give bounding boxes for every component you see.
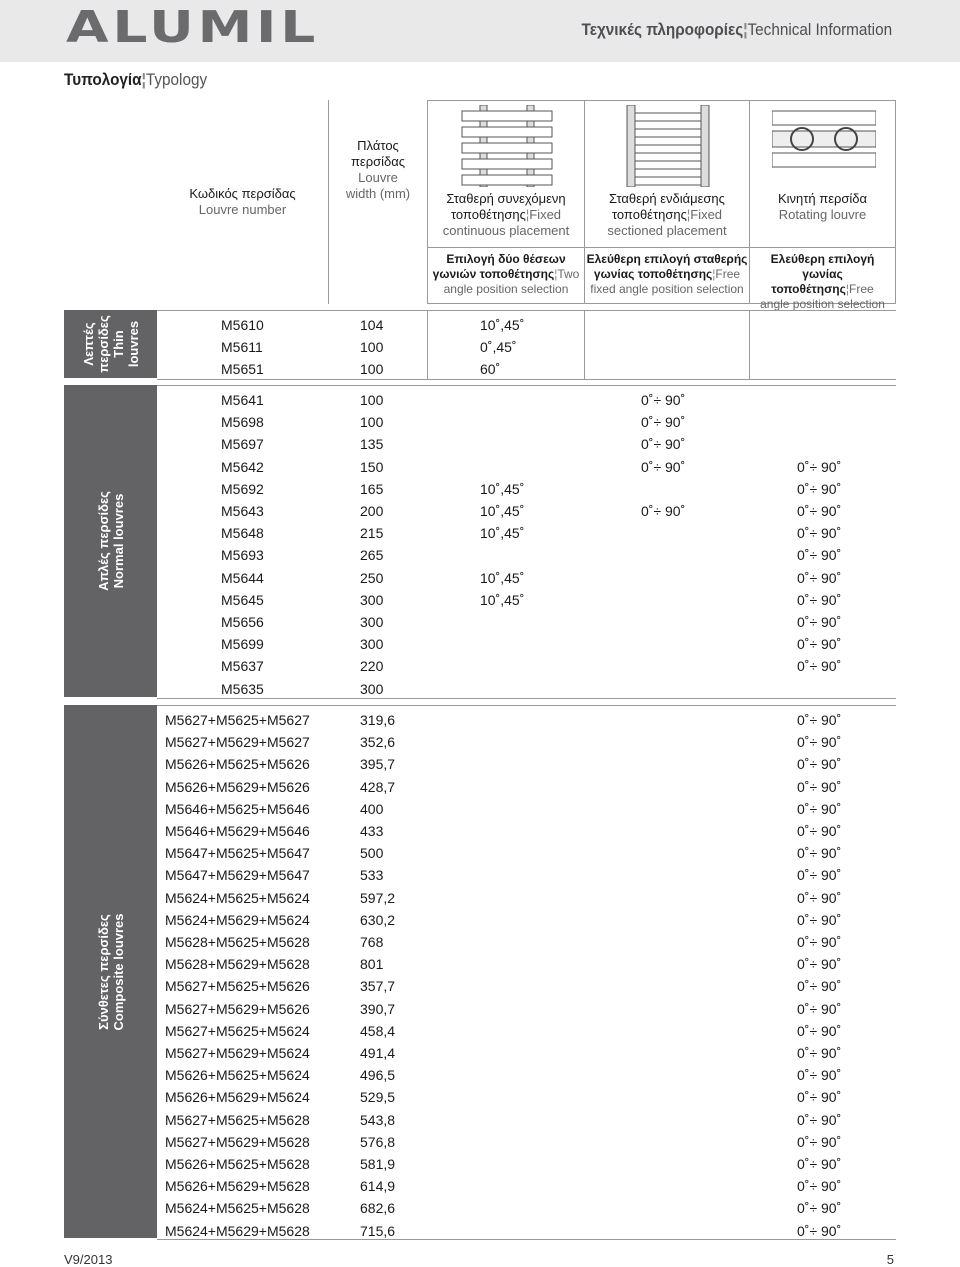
louvre-width: 630,2 bbox=[360, 911, 396, 928]
fixed-sectioned-angle: 0˚÷ 90˚ bbox=[641, 436, 686, 453]
rotating-angle: 0˚÷ 90˚ bbox=[797, 569, 842, 586]
louvre-code: M5693 bbox=[221, 547, 264, 564]
louvre-number-gr: Κωδικός περσίδας bbox=[189, 186, 296, 201]
rotating-angle: 0˚÷ 90˚ bbox=[797, 778, 842, 795]
louvre-code: M5626+M5629+M5628 bbox=[165, 1178, 310, 1195]
rot-sub-sep: ¦ bbox=[845, 282, 849, 296]
fixed-continuous-angle: 10˚,45˚ bbox=[480, 503, 525, 519]
table-row bbox=[157, 820, 896, 842]
rotating-angle: 0˚÷ 90˚ bbox=[797, 867, 842, 884]
fs-en1: Fixed bbox=[690, 207, 723, 222]
rotating-angle: 0˚÷ 90˚ bbox=[797, 480, 842, 497]
louvre-code: M5627+M5625+M5627 bbox=[165, 712, 310, 728]
table-row bbox=[157, 336, 896, 358]
louvre-code: M5624+M5629+M5628 bbox=[165, 1222, 310, 1239]
fixed-sectioned-louvre-icon bbox=[621, 105, 715, 187]
rotating-angle: 0˚÷ 90˚ bbox=[797, 956, 842, 973]
louvre-width: 576,8 bbox=[360, 1133, 396, 1150]
header-fixed-continuous bbox=[427, 100, 585, 304]
table-row bbox=[157, 753, 896, 775]
louvre-width: 265 bbox=[360, 547, 384, 564]
table-row bbox=[157, 1131, 896, 1153]
width-gr1: Πλάτος bbox=[357, 138, 399, 153]
table-row bbox=[157, 314, 896, 336]
louvre-width: 100 bbox=[360, 361, 384, 378]
fc-sub-sep: ¦ bbox=[554, 267, 558, 281]
header-louvre-width bbox=[328, 100, 428, 304]
rotating-angle: 0˚÷ 90˚ bbox=[797, 1222, 842, 1239]
louvre-code: M5699 bbox=[221, 636, 264, 653]
page-number: 5 bbox=[886, 1252, 894, 1267]
header-louvre-number bbox=[157, 100, 328, 304]
louvre-width: 135 bbox=[360, 436, 384, 453]
width-gr2: περσίδας bbox=[350, 154, 406, 169]
table-row bbox=[157, 731, 896, 753]
rotating-angle: 0˚÷ 90˚ bbox=[797, 458, 842, 475]
table-row bbox=[157, 1175, 896, 1197]
table-row bbox=[157, 864, 896, 886]
louvre-width: 491,4 bbox=[360, 1045, 396, 1061]
rot-sub-gr2: τοποθέτησης bbox=[771, 282, 846, 296]
louvre-width: 400 bbox=[360, 800, 384, 817]
louvre-code: M5627+M5629+M5624 bbox=[165, 1045, 310, 1061]
table-row bbox=[157, 1020, 896, 1042]
table-row bbox=[157, 456, 896, 478]
fixed-continuous-angle: 0˚,45˚ bbox=[480, 339, 517, 356]
rotating-angle: 0˚÷ 90˚ bbox=[797, 1045, 842, 1061]
louvre-code: M5645 bbox=[221, 591, 264, 608]
normal-en: Normal louvres bbox=[110, 493, 126, 589]
louvre-width: 581,9 bbox=[360, 1156, 396, 1172]
rot-sub-en1: Free bbox=[849, 282, 874, 296]
fs-sub-sep: ¦ bbox=[712, 267, 716, 281]
table-row bbox=[157, 953, 896, 975]
louvre-code: M5692 bbox=[221, 480, 264, 497]
louvre-width: 165 bbox=[360, 480, 384, 497]
group-label-thin bbox=[64, 310, 157, 378]
rotating-angle: 0˚÷ 90˚ bbox=[797, 591, 842, 608]
typology-en: Typology bbox=[145, 70, 208, 89]
table-row bbox=[157, 998, 896, 1020]
table-row bbox=[157, 678, 896, 700]
header-fixed-sectioned bbox=[584, 100, 750, 304]
thin-en1: Thin bbox=[110, 330, 126, 358]
rotating-angle: 0˚÷ 90˚ bbox=[797, 547, 842, 564]
louvre-code: M5697 bbox=[221, 436, 264, 453]
rotating-angle: 0˚÷ 90˚ bbox=[797, 911, 842, 928]
louvre-code: M5637 bbox=[221, 658, 264, 675]
fixed-sectioned-angle: 0˚÷ 90˚ bbox=[641, 503, 686, 519]
louvre-width: 150 bbox=[360, 458, 384, 475]
alumil-logo: ALUMIL bbox=[66, 2, 320, 53]
louvre-width: 100 bbox=[360, 339, 384, 356]
rotating-angle: 0˚÷ 90˚ bbox=[797, 1022, 842, 1039]
louvre-width: 529,5 bbox=[360, 1089, 396, 1106]
louvre-code: M5646+M5625+M5646 bbox=[165, 800, 310, 817]
louvre-code: M5626+M5625+M5628 bbox=[165, 1156, 310, 1172]
fs-sub-en1: Free bbox=[715, 267, 741, 281]
table-row bbox=[157, 798, 896, 820]
louvre-width: 200 bbox=[360, 503, 384, 519]
fc-gr2: τοποθέτησης bbox=[450, 207, 526, 222]
rotating-angle: 0˚÷ 90˚ bbox=[797, 1000, 842, 1017]
rot-sub-gr1: Ελεύθερη επιλογή γωνίας bbox=[770, 252, 875, 281]
louvre-code: M5610 bbox=[221, 317, 264, 333]
tech-title-gr: Τεχνικές πληροφορίες bbox=[581, 20, 744, 39]
louvre-code: M5698 bbox=[221, 414, 264, 431]
table-row bbox=[157, 1109, 896, 1131]
louvre-width: 597,2 bbox=[360, 889, 396, 906]
louvre-width: 390,7 bbox=[360, 1000, 396, 1017]
louvre-width: 357,7 bbox=[360, 978, 396, 995]
fixed-continuous-angle: 60˚ bbox=[480, 361, 501, 378]
rotating-angle: 0˚÷ 90˚ bbox=[797, 823, 842, 839]
comp-gr: Σύνθετες περσίδες bbox=[95, 913, 111, 1030]
fc-en1: Fixed bbox=[529, 207, 562, 222]
louvre-width: 614,9 bbox=[360, 1178, 396, 1195]
rotating-angle: 0˚÷ 90˚ bbox=[797, 1156, 842, 1172]
normal-gr: Απλές περσίδες bbox=[95, 491, 111, 591]
rotating-angle: 0˚÷ 90˚ bbox=[797, 800, 842, 817]
louvre-width: 395,7 bbox=[360, 756, 396, 773]
louvre-width: 768 bbox=[360, 934, 384, 950]
rotating-angle: 0˚÷ 90˚ bbox=[797, 1111, 842, 1128]
louvre-width: 100 bbox=[360, 414, 384, 431]
table-row bbox=[157, 567, 896, 589]
fc-sub-en2: angle position selection bbox=[443, 282, 569, 296]
fs-gr2: τοποθέτησης bbox=[611, 207, 687, 222]
louvre-width: 300 bbox=[360, 591, 384, 608]
thin-louvres-table bbox=[157, 310, 896, 380]
louvre-width: 433 bbox=[360, 823, 384, 839]
rotating-angle: 0˚÷ 90˚ bbox=[797, 503, 842, 519]
louvre-code: M5627+M5625+M5624 bbox=[165, 1022, 310, 1039]
louvre-code: M5627+M5629+M5627 bbox=[165, 734, 310, 751]
louvre-width: 300 bbox=[360, 636, 384, 653]
table-row bbox=[157, 522, 896, 544]
fc-sep: ¦ bbox=[525, 207, 530, 222]
fc-sub-gr1: Επιλογή δύο θέσεων bbox=[446, 252, 566, 266]
tech-title-en: Technical Information bbox=[747, 20, 892, 39]
table-row bbox=[157, 1064, 896, 1086]
page-title bbox=[64, 70, 207, 90]
louvre-code: M5624+M5625+M5624 bbox=[165, 889, 310, 906]
louvre-code: M5635 bbox=[221, 680, 264, 697]
version-label: V9/2013 bbox=[64, 1252, 113, 1267]
louvre-width: 100 bbox=[360, 392, 384, 408]
group-label-normal bbox=[64, 385, 157, 697]
table-row bbox=[157, 411, 896, 433]
fixed-sectioned-angle: 0˚÷ 90˚ bbox=[641, 392, 686, 408]
rotating-angle: 0˚÷ 90˚ bbox=[797, 934, 842, 950]
rotating-angle: 0˚÷ 90˚ bbox=[797, 756, 842, 773]
table-row bbox=[157, 776, 896, 798]
header-rotating-louvre bbox=[749, 100, 896, 311]
rot-en: Rotating louvre bbox=[778, 207, 867, 222]
louvre-code: M5641 bbox=[221, 392, 264, 408]
louvre-code: M5624+M5625+M5628 bbox=[165, 1200, 310, 1217]
table-row bbox=[157, 1220, 896, 1242]
table-row bbox=[157, 589, 896, 611]
rotating-angle: 0˚÷ 90˚ bbox=[797, 712, 842, 728]
louvre-width: 250 bbox=[360, 569, 384, 586]
louvre-number-en: Louvre number bbox=[198, 202, 287, 217]
louvre-width: 533 bbox=[360, 867, 384, 884]
table-row bbox=[157, 611, 896, 633]
fixed-continuous-angle: 10˚,45˚ bbox=[480, 480, 525, 497]
louvre-code: M5651 bbox=[221, 361, 264, 378]
louvre-width: 458,4 bbox=[360, 1022, 396, 1039]
thin-gr1: Λεπτές bbox=[80, 322, 96, 366]
table-row bbox=[157, 1153, 896, 1175]
thin-gr2: περσίδες bbox=[95, 315, 111, 373]
louvre-width: 300 bbox=[360, 614, 384, 630]
louvre-width: 352,6 bbox=[360, 734, 396, 751]
table-row bbox=[157, 633, 896, 655]
fc-gr1: Σταθερή συνεχόμενη bbox=[446, 191, 566, 206]
louvre-width: 104 bbox=[360, 317, 384, 333]
louvre-code: M5627+M5629+M5626 bbox=[165, 1000, 310, 1017]
rotating-angle: 0˚÷ 90˚ bbox=[797, 1200, 842, 1217]
rotating-angle: 0˚÷ 90˚ bbox=[797, 1089, 842, 1106]
technical-information-title bbox=[581, 20, 892, 40]
fixed-continuous-louvre-icon bbox=[460, 105, 554, 187]
rotating-angle: 0˚÷ 90˚ bbox=[797, 889, 842, 906]
louvre-code: M5624+M5629+M5624 bbox=[165, 911, 310, 928]
fc-en2: continuous placement bbox=[442, 223, 570, 238]
louvre-code: M5648 bbox=[221, 525, 264, 542]
fs-sub-en2: fixed angle position selection bbox=[590, 282, 744, 296]
louvre-code: M5628+M5629+M5628 bbox=[165, 956, 310, 973]
typology-gr: Τυπολογία bbox=[64, 70, 142, 89]
fixed-continuous-angle: 10˚,45˚ bbox=[480, 317, 525, 333]
fc-sub-en1: Two bbox=[557, 267, 580, 281]
louvre-width: 715,6 bbox=[360, 1222, 396, 1239]
fs-sub-gr1: Ελεύθερη επιλογή σταθερής bbox=[586, 252, 748, 266]
rot-sub-en2: angle position selection bbox=[760, 297, 885, 311]
table-row bbox=[157, 842, 896, 864]
louvre-code: M5626+M5629+M5624 bbox=[165, 1089, 310, 1106]
fixed-continuous-angle: 10˚,45˚ bbox=[480, 591, 525, 608]
louvre-width: 428,7 bbox=[360, 778, 396, 795]
rotating-angle: 0˚÷ 90˚ bbox=[797, 614, 842, 630]
louvre-width: 500 bbox=[360, 845, 384, 862]
louvre-code: M5628+M5625+M5628 bbox=[165, 934, 310, 950]
normal-louvres-table bbox=[157, 385, 896, 699]
rotating-angle: 0˚÷ 90˚ bbox=[797, 1178, 842, 1195]
width-en1: Louvre bbox=[358, 170, 398, 185]
rotating-angle: 0˚÷ 90˚ bbox=[797, 978, 842, 995]
table-row bbox=[157, 1197, 896, 1219]
fs-sep: ¦ bbox=[686, 207, 691, 222]
fs-en2: sectioned placement bbox=[607, 223, 727, 238]
louvre-code: M5647+M5625+M5647 bbox=[165, 845, 310, 862]
louvre-code: M5644 bbox=[221, 569, 264, 586]
table-row bbox=[157, 709, 896, 731]
fixed-sectioned-angle: 0˚÷ 90˚ bbox=[641, 458, 686, 475]
comp-en: Composite louvres bbox=[110, 912, 126, 1031]
width-en2: width (mm) bbox=[345, 186, 411, 201]
louvre-code: M5626+M5629+M5626 bbox=[165, 778, 310, 795]
louvre-code: M5656 bbox=[221, 614, 264, 630]
table-row bbox=[157, 544, 896, 566]
tech-title-sep: ¦ bbox=[743, 20, 748, 39]
table-row bbox=[157, 1086, 896, 1108]
table-row bbox=[157, 887, 896, 909]
table-row bbox=[157, 655, 896, 677]
fs-gr1: Σταθερή ενδιάμεσης bbox=[609, 191, 725, 206]
louvre-width: 543,8 bbox=[360, 1111, 396, 1128]
fixed-sectioned-angle: 0˚÷ 90˚ bbox=[641, 414, 686, 431]
fixed-continuous-angle: 10˚,45˚ bbox=[480, 569, 525, 586]
louvre-width: 300 bbox=[360, 680, 384, 697]
table-row bbox=[157, 500, 896, 522]
louvre-code: M5646+M5629+M5646 bbox=[165, 823, 310, 839]
louvre-code: M5611 bbox=[221, 339, 263, 356]
louvre-width: 682,6 bbox=[360, 1200, 396, 1217]
louvre-width: 801 bbox=[360, 956, 384, 973]
rotating-angle: 0˚÷ 90˚ bbox=[797, 658, 842, 675]
louvre-code: M5647+M5629+M5647 bbox=[165, 867, 310, 884]
rotating-angle: 0˚÷ 90˚ bbox=[797, 1133, 842, 1150]
louvre-width: 496,5 bbox=[360, 1067, 396, 1084]
table-row bbox=[157, 389, 896, 411]
table-row bbox=[157, 975, 896, 997]
thin-en2: louvres bbox=[125, 320, 141, 368]
louvre-code: M5627+M5629+M5628 bbox=[165, 1133, 310, 1150]
rotating-louvre-icon bbox=[772, 107, 876, 177]
table-row bbox=[157, 1042, 896, 1064]
louvre-code: M5643 bbox=[221, 503, 264, 519]
typology-sep: ¦ bbox=[141, 70, 146, 89]
group-label-composite bbox=[64, 705, 157, 1238]
louvre-width: 215 bbox=[360, 525, 384, 542]
rot-gr: Κινητή περσίδα bbox=[777, 191, 868, 206]
louvre-code: M5626+M5625+M5624 bbox=[165, 1067, 310, 1084]
louvre-code: M5627+M5625+M5626 bbox=[165, 978, 310, 995]
top-bar bbox=[0, 0, 960, 62]
table-row bbox=[157, 931, 896, 953]
rotating-angle: 0˚÷ 90˚ bbox=[797, 845, 842, 862]
rotating-angle: 0˚÷ 90˚ bbox=[797, 734, 842, 751]
louvre-width: 220 bbox=[360, 658, 384, 675]
table-row bbox=[157, 358, 896, 380]
fc-sub-gr2: γωνιών τοποθέτησης bbox=[432, 267, 555, 281]
fs-sub-gr2: γωνίας τοποθέτησης bbox=[593, 267, 713, 281]
table-row bbox=[157, 433, 896, 455]
rotating-angle: 0˚÷ 90˚ bbox=[797, 1067, 842, 1084]
louvre-code: M5627+M5625+M5628 bbox=[165, 1111, 310, 1128]
louvre-width: 319,6 bbox=[360, 712, 396, 728]
rotating-angle: 0˚÷ 90˚ bbox=[797, 636, 842, 653]
fixed-continuous-angle: 10˚,45˚ bbox=[480, 525, 525, 542]
composite-louvres-table bbox=[157, 705, 896, 1240]
table-row bbox=[157, 478, 896, 500]
louvre-code: M5642 bbox=[221, 458, 264, 475]
rotating-angle: 0˚÷ 90˚ bbox=[797, 525, 842, 542]
louvre-code: M5626+M5625+M5626 bbox=[165, 756, 310, 773]
table-row bbox=[157, 909, 896, 931]
